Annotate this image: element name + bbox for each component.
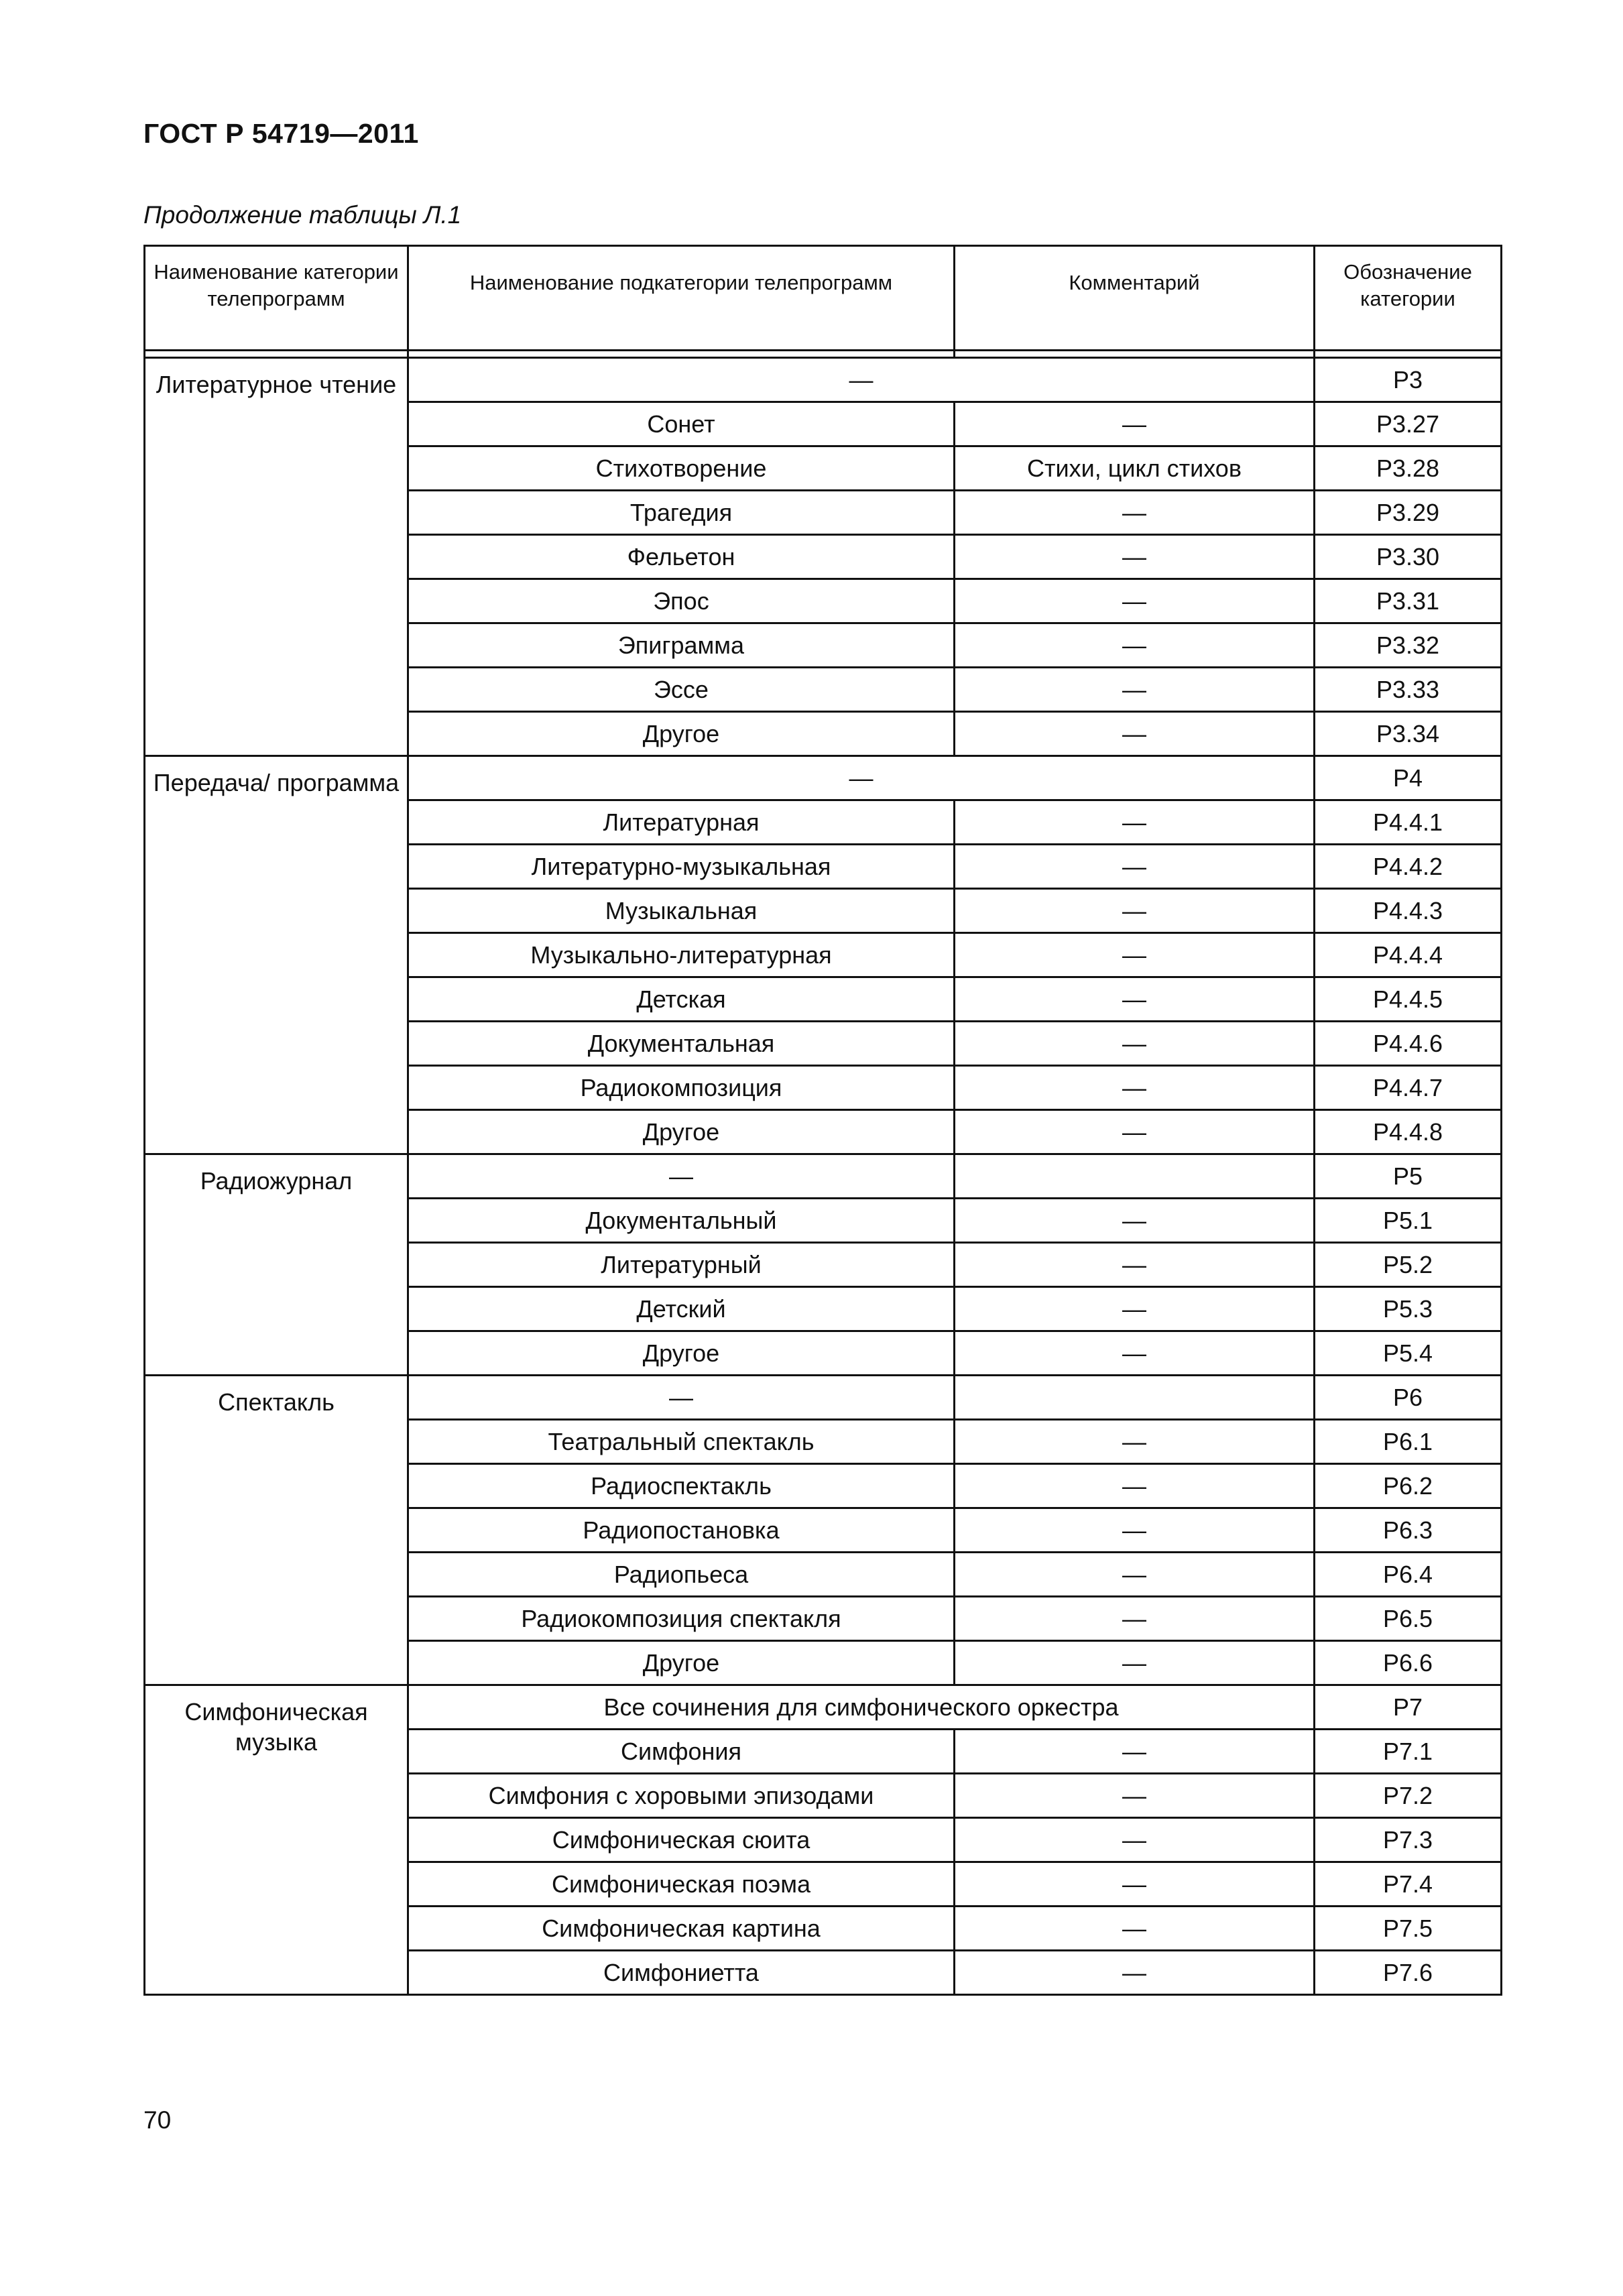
category-code: Р6.6 bbox=[1315, 1641, 1502, 1685]
column-header-comment: Комментарий bbox=[955, 246, 1315, 351]
comment: — bbox=[955, 1774, 1315, 1818]
category-name: Передача/ программа bbox=[145, 756, 408, 1154]
comment: — bbox=[955, 1243, 1315, 1287]
comment: — bbox=[955, 1331, 1315, 1376]
comment: — bbox=[955, 1022, 1315, 1066]
category-code: Р3.27 bbox=[1315, 402, 1502, 446]
subcategory-name: Симфония bbox=[408, 1730, 955, 1774]
table-row bbox=[145, 1154, 1502, 1199]
category-code: Р3.29 bbox=[1315, 491, 1502, 535]
category-name: Радиожурнал bbox=[145, 1154, 408, 1376]
category-code: Р6.5 bbox=[1315, 1597, 1502, 1641]
subcategory-name: Документальный bbox=[408, 1199, 955, 1243]
table-row bbox=[145, 1685, 1502, 1730]
subcategory-name: Сонет bbox=[408, 402, 955, 446]
comment: — bbox=[955, 889, 1315, 933]
comment: — bbox=[955, 623, 1315, 668]
category-code: Р3 bbox=[1315, 358, 1502, 402]
subcategory-name: Стихотворение bbox=[408, 446, 955, 491]
subcategory-name: Документальная bbox=[408, 1022, 955, 1066]
comment: — bbox=[955, 1287, 1315, 1331]
comment: — bbox=[955, 1553, 1315, 1597]
comment: — bbox=[955, 1907, 1315, 1951]
category-code: Р5.3 bbox=[1315, 1287, 1502, 1331]
category-code: Р7.5 bbox=[1315, 1907, 1502, 1951]
column-header-subcategory: Наименование подкатегории телепрограмм bbox=[408, 246, 955, 351]
comment: — bbox=[955, 402, 1315, 446]
category-code: Р4.4.5 bbox=[1315, 977, 1502, 1022]
category-code: Р3.32 bbox=[1315, 623, 1502, 668]
standard-title: ГОСТ Р 54719—2011 bbox=[143, 118, 419, 149]
subcategory-name: Эпос bbox=[408, 579, 955, 623]
subcategory-name: Другое bbox=[408, 1331, 955, 1376]
subcategory-name: Литературная bbox=[408, 800, 955, 845]
comment: — bbox=[955, 1464, 1315, 1508]
subcategory-name: Другое bbox=[408, 1110, 955, 1154]
subcategory-name: Симфониетта bbox=[408, 1951, 955, 1995]
comment: — bbox=[955, 491, 1315, 535]
category-code: Р7.6 bbox=[1315, 1951, 1502, 1995]
category-table bbox=[143, 245, 1502, 1996]
page-number: 70 bbox=[143, 2106, 172, 2134]
category-code: Р3.31 bbox=[1315, 579, 1502, 623]
comment: — bbox=[955, 1818, 1315, 1862]
category-code: Р4.4.7 bbox=[1315, 1066, 1502, 1110]
category-code: Р6.2 bbox=[1315, 1464, 1502, 1508]
category-code: Р3.28 bbox=[1315, 446, 1502, 491]
subcategory-name: Радиокомпозиция спектакля bbox=[408, 1597, 955, 1641]
category-code: Р4.4.6 bbox=[1315, 1022, 1502, 1066]
subcategory-name: Симфоническая сюита bbox=[408, 1818, 955, 1862]
category-code: Р5.2 bbox=[1315, 1243, 1502, 1287]
column-header-code: Обозначение категории bbox=[1315, 246, 1502, 351]
subcategory-name: Симфония с хоровыми эпизодами bbox=[408, 1774, 955, 1818]
table-row bbox=[145, 1376, 1502, 1420]
table-caption: Продолжение таблицы Л.1 bbox=[143, 201, 462, 229]
comment: — bbox=[955, 1110, 1315, 1154]
subcategory-name: Другое bbox=[408, 712, 955, 756]
table-row bbox=[145, 358, 1502, 402]
category-code: Р5.1 bbox=[1315, 1199, 1502, 1243]
subcategory-name: Эссе bbox=[408, 668, 955, 712]
subcategory-name: Детская bbox=[408, 977, 955, 1022]
subcategory-name: Трагедия bbox=[408, 491, 955, 535]
category-code: Р7.1 bbox=[1315, 1730, 1502, 1774]
subcategory-name: Симфоническая поэма bbox=[408, 1862, 955, 1907]
comment: Стихи, цикл стихов bbox=[955, 446, 1315, 491]
subcategory-name: — bbox=[408, 1376, 955, 1420]
comment: — bbox=[955, 712, 1315, 756]
category-code: Р7.2 bbox=[1315, 1774, 1502, 1818]
category-code: Р4.4.1 bbox=[1315, 800, 1502, 845]
subcategory-name: Литературный bbox=[408, 1243, 955, 1287]
category-code: Р5 bbox=[1315, 1154, 1502, 1199]
comment bbox=[955, 1154, 1315, 1199]
subcategory-name: Эпиграмма bbox=[408, 623, 955, 668]
subcategory-name: Другое bbox=[408, 1641, 955, 1685]
category-name: Литературное чтение bbox=[145, 358, 408, 756]
category-code: Р5.4 bbox=[1315, 1331, 1502, 1376]
comment: — bbox=[955, 933, 1315, 977]
comment: — bbox=[955, 977, 1315, 1022]
comment: — bbox=[955, 668, 1315, 712]
category-code: Р3.33 bbox=[1315, 668, 1502, 712]
comment: — bbox=[955, 1641, 1315, 1685]
column-header-category: Наименование категории телепрограмм bbox=[145, 246, 408, 351]
table-header-row bbox=[145, 246, 1502, 351]
comment: — bbox=[955, 1597, 1315, 1641]
category-code: Р3.30 bbox=[1315, 535, 1502, 579]
category-code: Р6.4 bbox=[1315, 1553, 1502, 1597]
category-code: Р3.34 bbox=[1315, 712, 1502, 756]
category-code: Р6 bbox=[1315, 1376, 1502, 1420]
category-code: Р7.3 bbox=[1315, 1818, 1502, 1862]
category-code: Р4.4.2 bbox=[1315, 845, 1502, 889]
subcategory-name: Детский bbox=[408, 1287, 955, 1331]
comment: — bbox=[955, 800, 1315, 845]
comment: — bbox=[955, 1862, 1315, 1907]
comment: — bbox=[955, 535, 1315, 579]
subcategory-name: Театральный спектакль bbox=[408, 1420, 955, 1464]
subcategory-name: — bbox=[408, 756, 1315, 800]
category-code: Р4.4.4 bbox=[1315, 933, 1502, 977]
category-code: Р4.4.3 bbox=[1315, 889, 1502, 933]
comment: — bbox=[955, 845, 1315, 889]
table-row bbox=[145, 756, 1502, 800]
subcategory-name: — bbox=[408, 1154, 955, 1199]
comment: — bbox=[955, 1508, 1315, 1553]
subcategory-name: Радиопостановка bbox=[408, 1508, 955, 1553]
subcategory-name: Музыкально-литературная bbox=[408, 933, 955, 977]
category-code: Р6.1 bbox=[1315, 1420, 1502, 1464]
header-separator bbox=[145, 351, 1502, 358]
category-code: Р6.3 bbox=[1315, 1508, 1502, 1553]
category-code: Р7.4 bbox=[1315, 1862, 1502, 1907]
comment: — bbox=[955, 1066, 1315, 1110]
subcategory-name: Фельетон bbox=[408, 535, 955, 579]
comment: — bbox=[955, 1730, 1315, 1774]
subcategory-name: Радиоспектакль bbox=[408, 1464, 955, 1508]
category-code: Р4.4.8 bbox=[1315, 1110, 1502, 1154]
subcategory-name: Радиопьеса bbox=[408, 1553, 955, 1597]
subcategory-name: Литературно-музыкальная bbox=[408, 845, 955, 889]
subcategory-name: Все сочинения для симфонического оркестра bbox=[408, 1685, 1315, 1730]
category-name: Симфоническая музыка bbox=[145, 1685, 408, 1995]
subcategory-name: Симфоническая картина bbox=[408, 1907, 955, 1951]
subcategory-name: Музыкальная bbox=[408, 889, 955, 933]
category-name: Спектакль bbox=[145, 1376, 408, 1685]
subcategory-name: — bbox=[408, 358, 1315, 402]
comment: — bbox=[955, 1420, 1315, 1464]
category-code: Р7 bbox=[1315, 1685, 1502, 1730]
category-code: Р4 bbox=[1315, 756, 1502, 800]
comment: — bbox=[955, 579, 1315, 623]
comment: — bbox=[955, 1199, 1315, 1243]
comment: — bbox=[955, 1951, 1315, 1995]
subcategory-name: Радиокомпозиция bbox=[408, 1066, 955, 1110]
comment bbox=[955, 1376, 1315, 1420]
